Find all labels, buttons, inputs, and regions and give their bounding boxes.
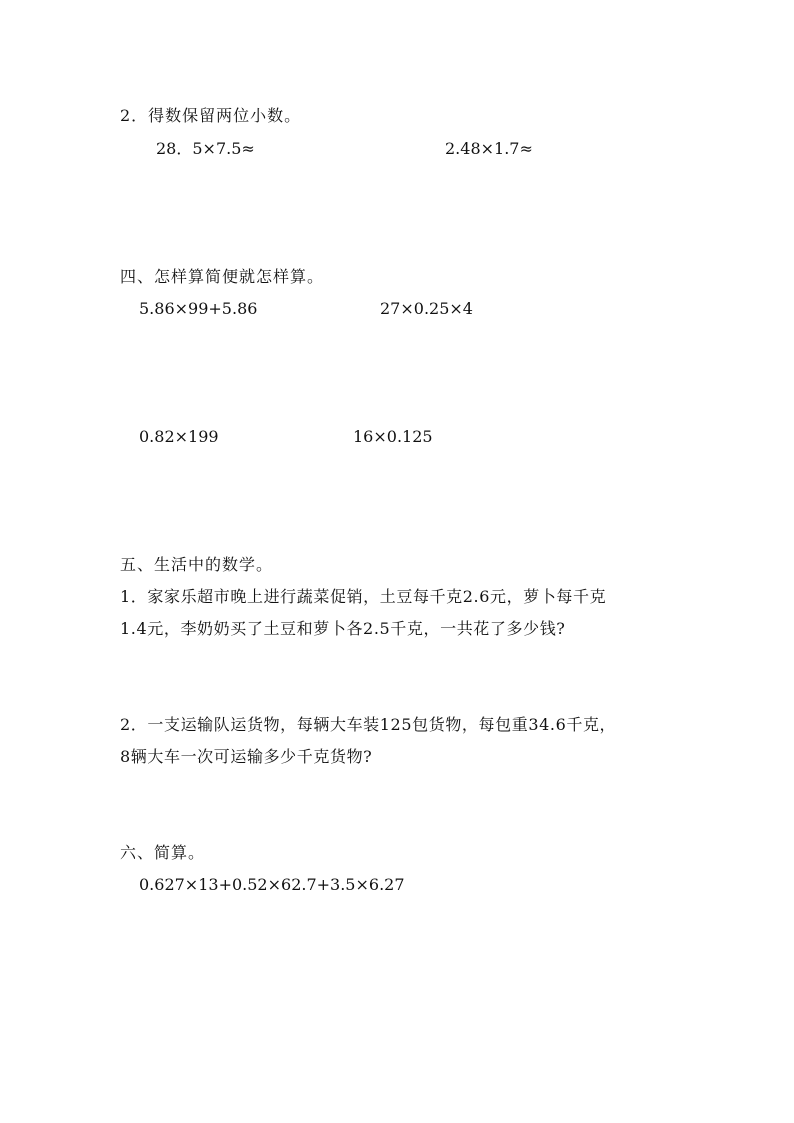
expression-5-86-times-99: 5.86×99+5.86 xyxy=(139,299,258,318)
section-6-title: 六、简算。 xyxy=(120,843,206,862)
section-4-title: 四、怎样算简便就怎样算。 xyxy=(120,267,325,286)
question-1-line-1: 1．家家乐超市晚上进行蔬菜促销，土豆每千克2.6元，萝卜每千克 xyxy=(120,587,607,606)
section-5-title: 五、生活中的数学。 xyxy=(120,555,274,574)
expression-2-48-times-1-7: 2.48×1.7≈ xyxy=(445,139,533,158)
question-2-line-2: 8辆大车一次可运输多少千克货物? xyxy=(120,747,373,766)
question-2-line-1: 2．一支运输队运货物，每辆大车装125包货物，每包重34.6千克， xyxy=(120,715,617,734)
expression-27-times-0-25: 27×0.25×4 xyxy=(380,299,473,318)
expression-simplify: 0.627×13+0.52×62.7+3.5×6.27 xyxy=(139,875,405,894)
section-3-part-2-title: 2．得数保留两位小数。 xyxy=(120,106,302,125)
question-1-line-2: 1.4元，李奶奶买了土豆和萝卜各2.5千克，一共花了多少钱? xyxy=(120,619,566,638)
expression-28-5-times-7-5: 28．5×7.5≈ xyxy=(156,139,255,158)
expression-0-82-times-199: 0.82×199 xyxy=(139,427,219,446)
expression-16-times-0-125: 16×0.125 xyxy=(353,427,433,446)
